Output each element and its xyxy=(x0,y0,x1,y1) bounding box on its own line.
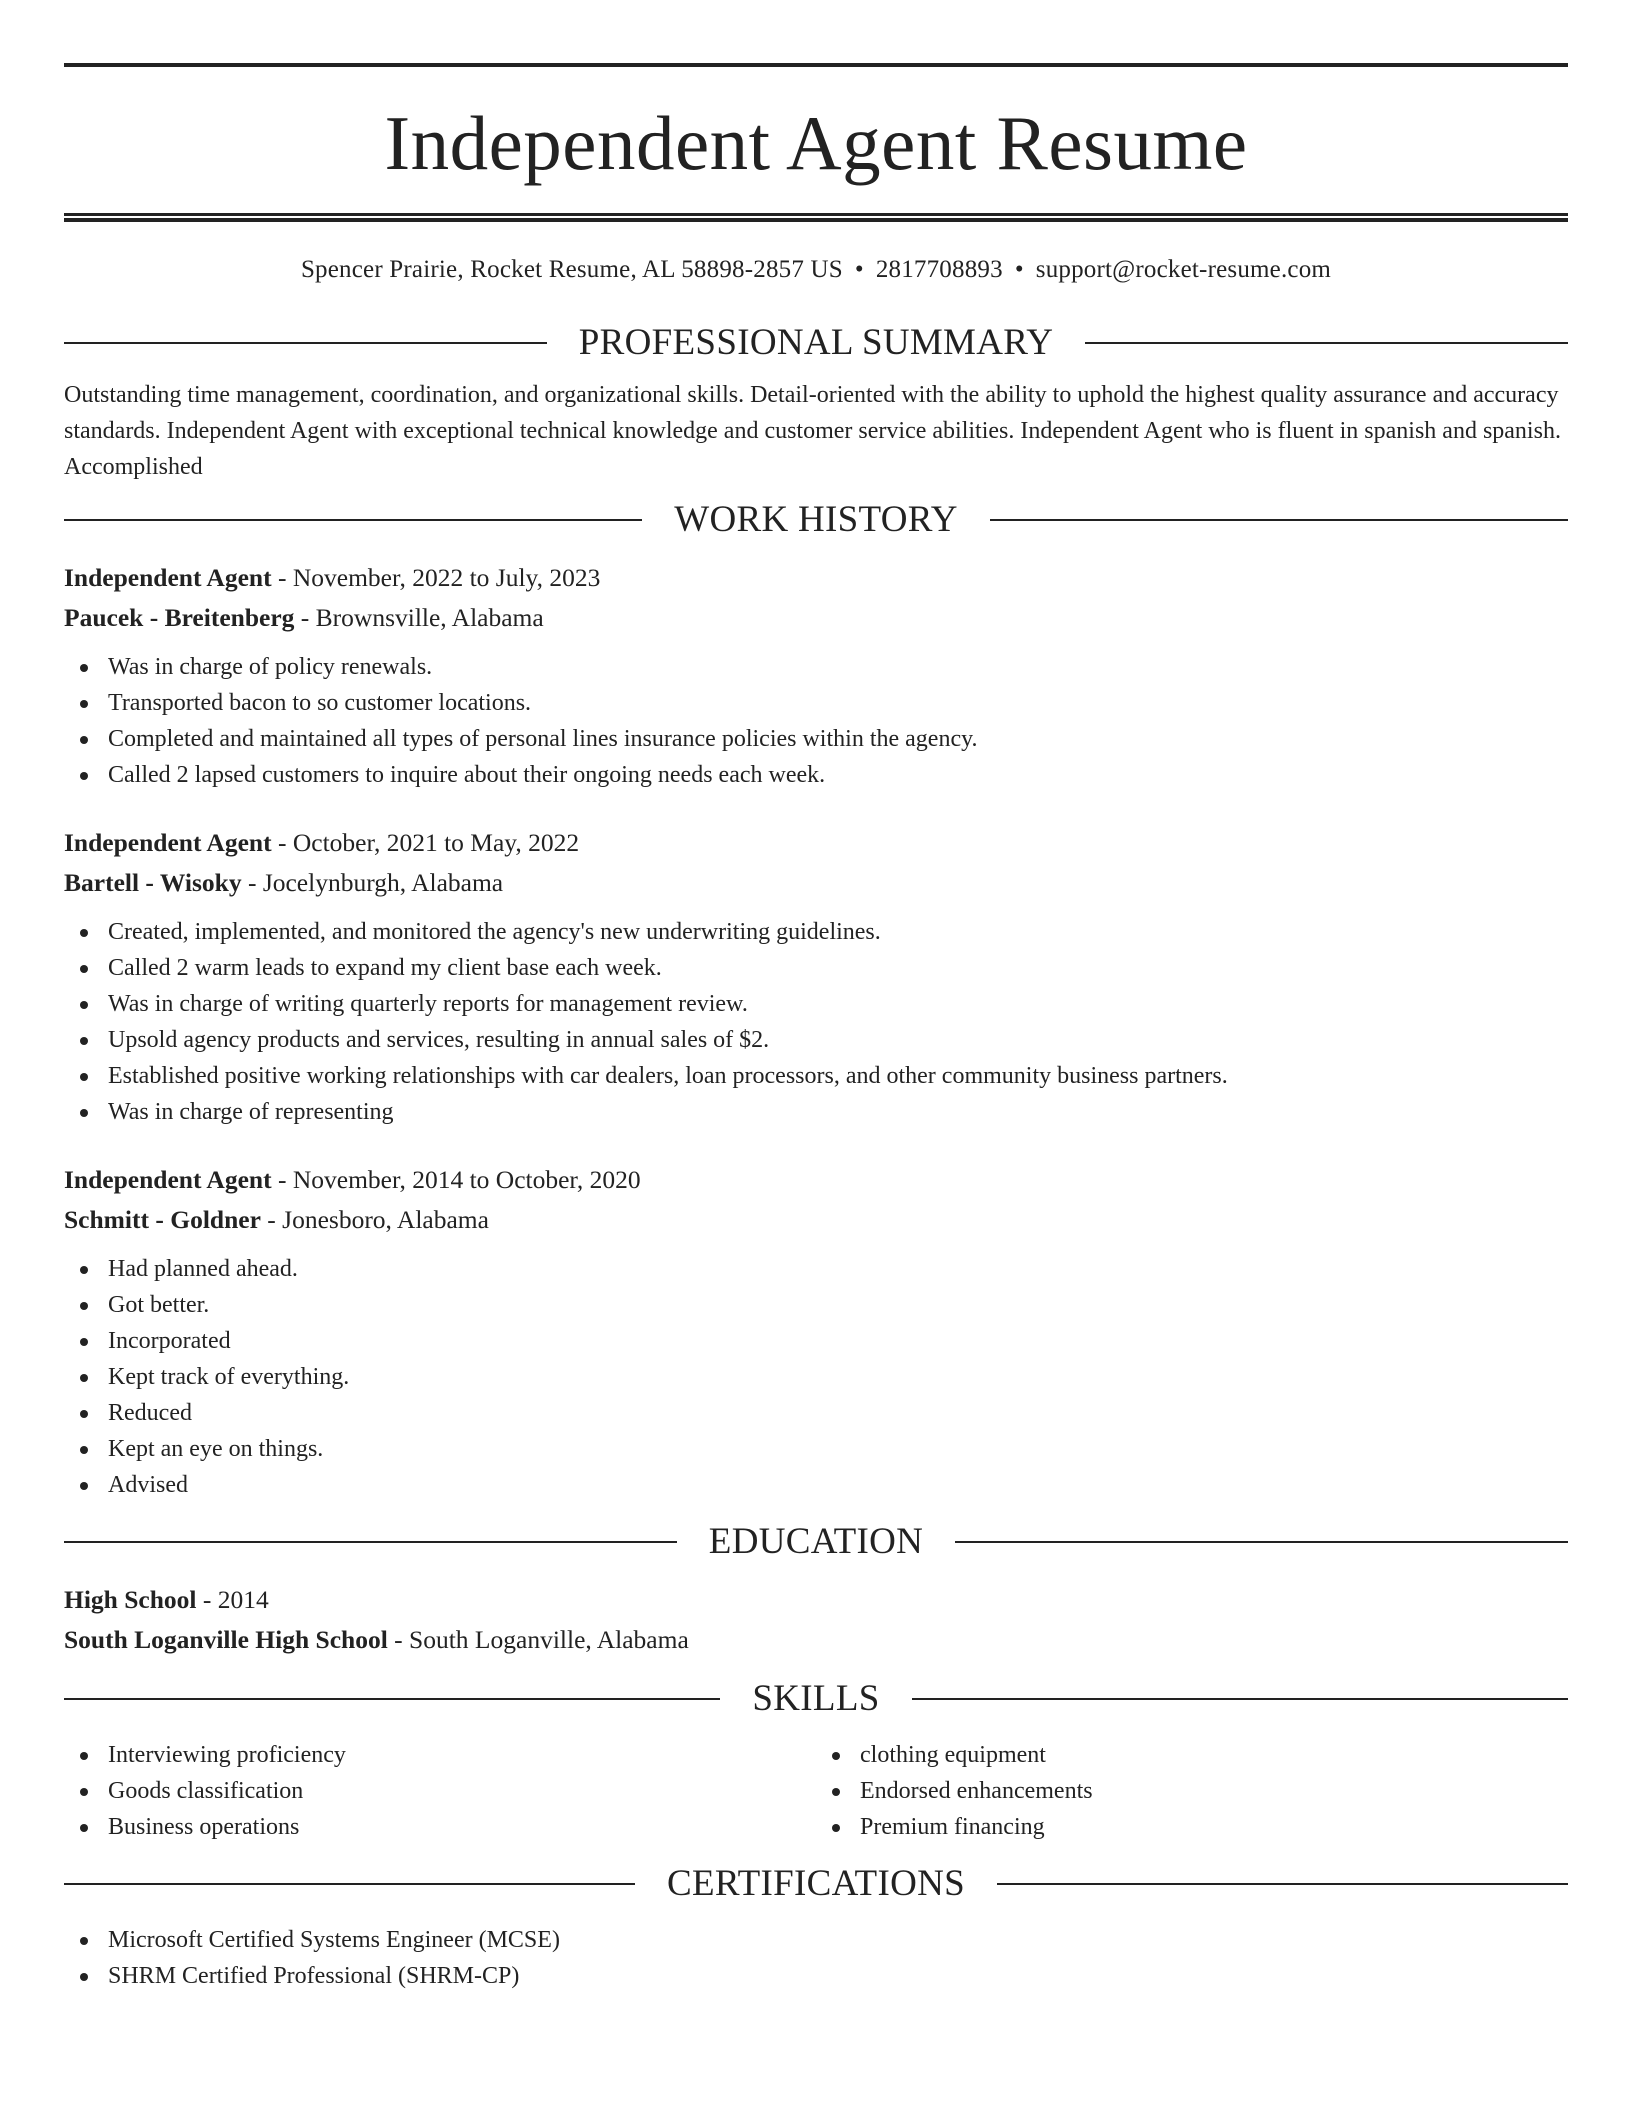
job-company: Paucek - Breitenberg xyxy=(64,603,295,632)
contact-phone: 2817708893 xyxy=(875,256,1003,283)
job-title: Independent Agent xyxy=(64,563,272,592)
resume-page xyxy=(0,63,1632,2112)
contact-address: Spencer Prairie, Rocket Resume, AL 58898-2857 US xyxy=(300,256,843,283)
list-item: Transported bacon to so customer locations. xyxy=(64,685,1568,721)
list-item: SHRM Certified Professional (SHRM-CP) xyxy=(64,1958,1568,1994)
job-location: - Jocelynburgh, Alabama xyxy=(241,868,504,897)
title-block xyxy=(64,63,1568,222)
job-entry xyxy=(64,1160,1568,1503)
skills-column-right xyxy=(816,1737,1568,1845)
job-company: Bartell - Wisoky xyxy=(64,868,242,897)
job-title: Independent Agent xyxy=(64,1165,272,1194)
education-degree: High School xyxy=(64,1585,197,1614)
resume-title: Independent Agent Resume xyxy=(384,100,1248,186)
job-dates: - November, 2014 to October, 2020 xyxy=(271,1165,641,1194)
summary-text: Outstanding time management, coordination, and organizational skills. Detail-oriented with the ability to uphold the highest quality assurance and accuracy standards. Independent Agent with exceptional technical knowledge and customer service abilities. Independent Agent who is fluent in spanish and spanish. Accomplished xyxy=(64,382,1561,480)
list-item: Completed and maintained all types of personal lines insurance policies within the agency. xyxy=(64,721,1568,757)
list-item: Goods classification xyxy=(64,1773,816,1809)
education-school: South Loganville High School xyxy=(64,1625,388,1654)
job-title-line xyxy=(64,1160,1568,1200)
job-company: Schmitt - Goldner xyxy=(64,1205,261,1234)
list-item: Microsoft Certified Systems Engineer (MCSE) xyxy=(64,1922,1568,1958)
job-bullets xyxy=(64,1251,1568,1503)
job-entry xyxy=(64,558,1568,793)
job-location: - Jonesboro, Alabama xyxy=(260,1205,489,1234)
list-item: Upsold agency products and services, resulting in annual sales of $2. xyxy=(64,1022,1568,1058)
list-item: Was in charge of representing xyxy=(64,1094,1568,1130)
section-heading-work-history xyxy=(64,501,1568,538)
section-heading-label: PROFESSIONAL SUMMARY xyxy=(578,322,1054,363)
list-item: Endorsed enhancements xyxy=(816,1773,1568,1809)
list-item: Had planned ahead. xyxy=(64,1251,1568,1287)
contact-email[interactable]: support@rocket-resume.com xyxy=(1035,256,1332,283)
section-heading-label: EDUCATION xyxy=(708,1521,924,1562)
education-entry xyxy=(64,1580,1568,1660)
contact-line xyxy=(64,256,1568,284)
job-company-line xyxy=(64,598,1568,638)
section-heading-skills xyxy=(64,1680,1568,1717)
list-item: Business operations xyxy=(64,1809,816,1845)
list-item: Was in charge of policy renewals. xyxy=(64,649,1568,685)
job-company-line xyxy=(64,1200,1568,1240)
job-bullets xyxy=(64,914,1568,1130)
contact-separator: • xyxy=(854,256,864,283)
list-item: Created, implemented, and monitored the agency's new underwriting guidelines. xyxy=(64,914,1568,950)
education-degree-line xyxy=(64,1580,1568,1620)
list-item: Was in charge of writing quarterly reports for management review. xyxy=(64,986,1568,1022)
list-item: clothing equipment xyxy=(816,1737,1568,1773)
job-title-line xyxy=(64,558,1568,598)
job-location: - Brownsville, Alabama xyxy=(294,603,544,632)
list-item: Incorporated xyxy=(64,1323,1568,1359)
job-title-line xyxy=(64,823,1568,863)
list-item: Got better. xyxy=(64,1287,1568,1323)
list-item: Called 2 lapsed customers to inquire about their ongoing needs each week. xyxy=(64,757,1568,793)
job-title: Independent Agent xyxy=(64,828,272,857)
contact-separator: • xyxy=(1014,256,1024,283)
list-item: Kept an eye on things. xyxy=(64,1431,1568,1467)
list-item: Established positive working relationships with car dealers, loan processors, and other community business partners. xyxy=(64,1058,1568,1094)
education-school-line xyxy=(64,1620,1568,1660)
certifications-list xyxy=(64,1922,1568,1994)
job-dates: - November, 2022 to July, 2023 xyxy=(271,563,601,592)
skills-column-left xyxy=(64,1737,816,1845)
skills-grid xyxy=(64,1737,1568,1845)
job-bullets xyxy=(64,649,1568,793)
section-heading-label: SKILLS xyxy=(752,1678,880,1719)
section-heading-education xyxy=(64,1523,1568,1560)
education-year: - 2014 xyxy=(196,1585,269,1614)
list-item: Premium financing xyxy=(816,1809,1568,1845)
list-item: Interviewing proficiency xyxy=(64,1737,816,1773)
list-item: Kept track of everything. xyxy=(64,1359,1568,1395)
title-double-rule xyxy=(64,213,1568,222)
list-item: Advised xyxy=(64,1467,1568,1503)
job-company-line xyxy=(64,863,1568,903)
section-heading-summary xyxy=(64,324,1568,361)
section-heading-label: WORK HISTORY xyxy=(674,499,958,540)
job-entry xyxy=(64,823,1568,1130)
section-heading-label: CERTIFICATIONS xyxy=(667,1863,965,1904)
list-item: Called 2 warm leads to expand my client base each week. xyxy=(64,950,1568,986)
list-item: Reduced xyxy=(64,1395,1568,1431)
education-location: - South Loganville, Alabama xyxy=(387,1625,689,1654)
job-dates: - October, 2021 to May, 2022 xyxy=(271,828,580,857)
section-heading-certifications xyxy=(64,1865,1568,1902)
